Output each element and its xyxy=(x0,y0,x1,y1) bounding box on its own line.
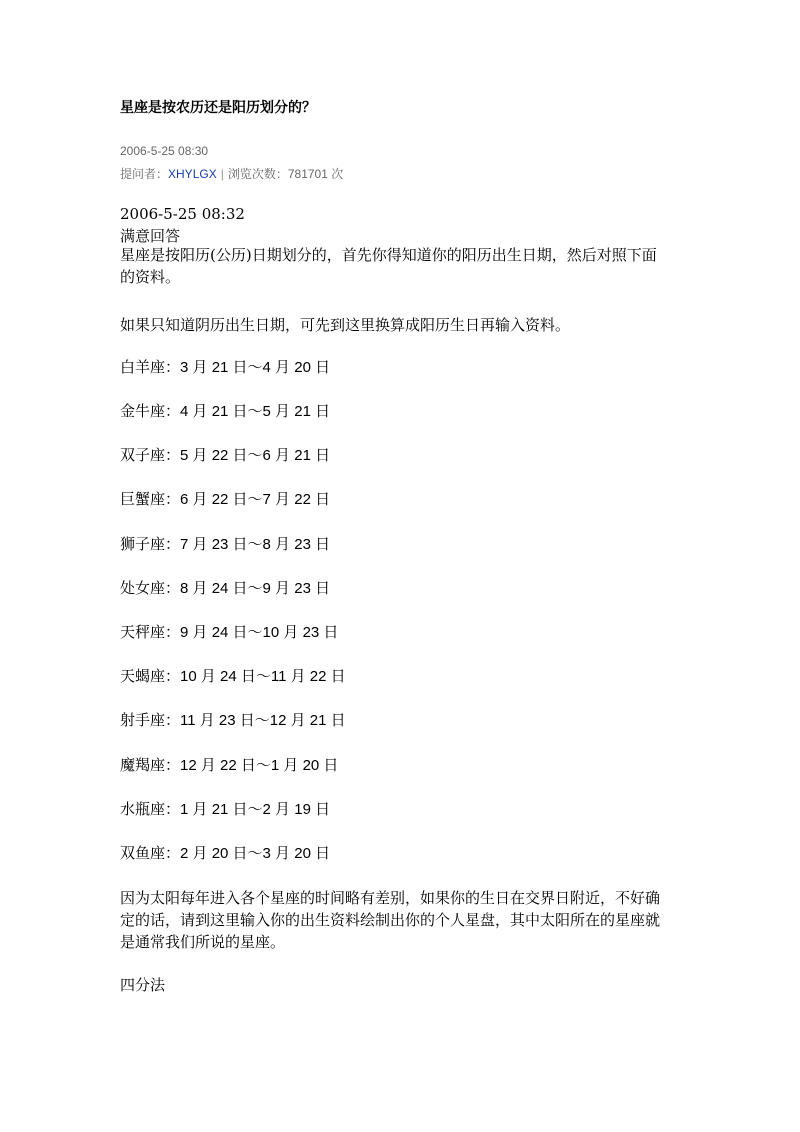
sign-entry xyxy=(120,622,338,643)
sign-name: 巨蟹座： xyxy=(120,490,181,508)
sign-entry xyxy=(120,843,330,864)
sign-range: 12 月 22 日～1 月 20 日 xyxy=(180,757,339,774)
sign-range: 11 月 23 日～12 月 21 日 xyxy=(180,712,346,729)
views-label: 浏览次数： xyxy=(227,167,288,181)
sign-name: 狮子座： xyxy=(120,535,181,553)
sign-name: 射手座： xyxy=(120,711,181,729)
sign-name: 魔羯座： xyxy=(120,756,181,774)
sign-name: 白羊座： xyxy=(120,358,181,376)
sign-name: 金牛座： xyxy=(120,402,181,420)
sign-range: 10 月 24 日～11 月 22 日 xyxy=(180,668,346,685)
sign-range: 1 月 21 日～2 月 19 日 xyxy=(180,801,331,818)
sign-entry xyxy=(120,666,346,687)
sign-range: 8 月 24 日～9 月 23 日 xyxy=(180,580,331,597)
asker-label: 提问者： xyxy=(120,167,169,181)
section-heading: 四分法 xyxy=(120,976,166,994)
sign-entry xyxy=(120,445,330,466)
sign-entry xyxy=(120,401,330,422)
sign-name: 天蝎座： xyxy=(120,667,181,685)
sign-range: 2 月 20 日～3 月 20 日 xyxy=(180,845,331,862)
sign-range: 3 月 21 日～4 月 20 日 xyxy=(180,359,331,376)
closing-paragraph: 因为太阳每年进入各个星座的时间略有差别，如果你的生日在交界日附近，不好确定的话，请到这里输入你的出生资料绘制出你的个人星盘，其中太阳所在的星座就是通常我们所说的星座。 xyxy=(120,889,661,951)
views-count: 781701 xyxy=(287,167,328,181)
asker-name-link[interactable]: XHYLGX xyxy=(168,167,217,181)
question-meta xyxy=(120,165,343,182)
sign-range: 4 月 21 日～5 月 21 日 xyxy=(180,403,331,420)
sign-range: 6 月 22 日～7 月 22 日 xyxy=(180,491,331,508)
sign-entry xyxy=(120,710,346,731)
sign-name: 水瓶座： xyxy=(120,800,181,818)
answer-time: 2006-5-25 08:32 xyxy=(120,205,245,223)
sign-entry xyxy=(120,489,330,510)
views-unit: 次 xyxy=(331,167,344,181)
answer-intro: 星座是按阳历(公历)日期划分的，首先你得知道你的阳历出生日期，然后对照下面的资料。 xyxy=(120,246,657,286)
lunar-note: 如果只知道阴历出生日期，可先到这里换算成阳历生日再输入资料。 xyxy=(120,316,571,334)
sign-range: 7 月 23 日～8 月 23 日 xyxy=(180,536,331,553)
page-title: 星座是按农历还是阳历划分的？ xyxy=(120,100,316,116)
sign-entry xyxy=(120,534,330,555)
sign-range: 9 月 24 日～10 月 23 日 xyxy=(180,624,339,641)
sign-entry xyxy=(120,799,330,820)
sign-entry xyxy=(120,578,330,599)
meta-separator: | xyxy=(220,167,224,181)
sign-name: 天秤座： xyxy=(120,623,181,641)
sign-entry xyxy=(120,357,330,378)
sign-name: 处女座： xyxy=(120,579,181,597)
answer-label: 满意回答 xyxy=(120,227,181,245)
sign-name: 双鱼座： xyxy=(120,844,181,862)
question-date: 2006-5-25 08:30 xyxy=(120,144,209,158)
sign-entry xyxy=(120,755,338,776)
sign-name: 双子座： xyxy=(120,446,181,464)
sign-range: 5 月 22 日～6 月 21 日 xyxy=(180,447,331,464)
